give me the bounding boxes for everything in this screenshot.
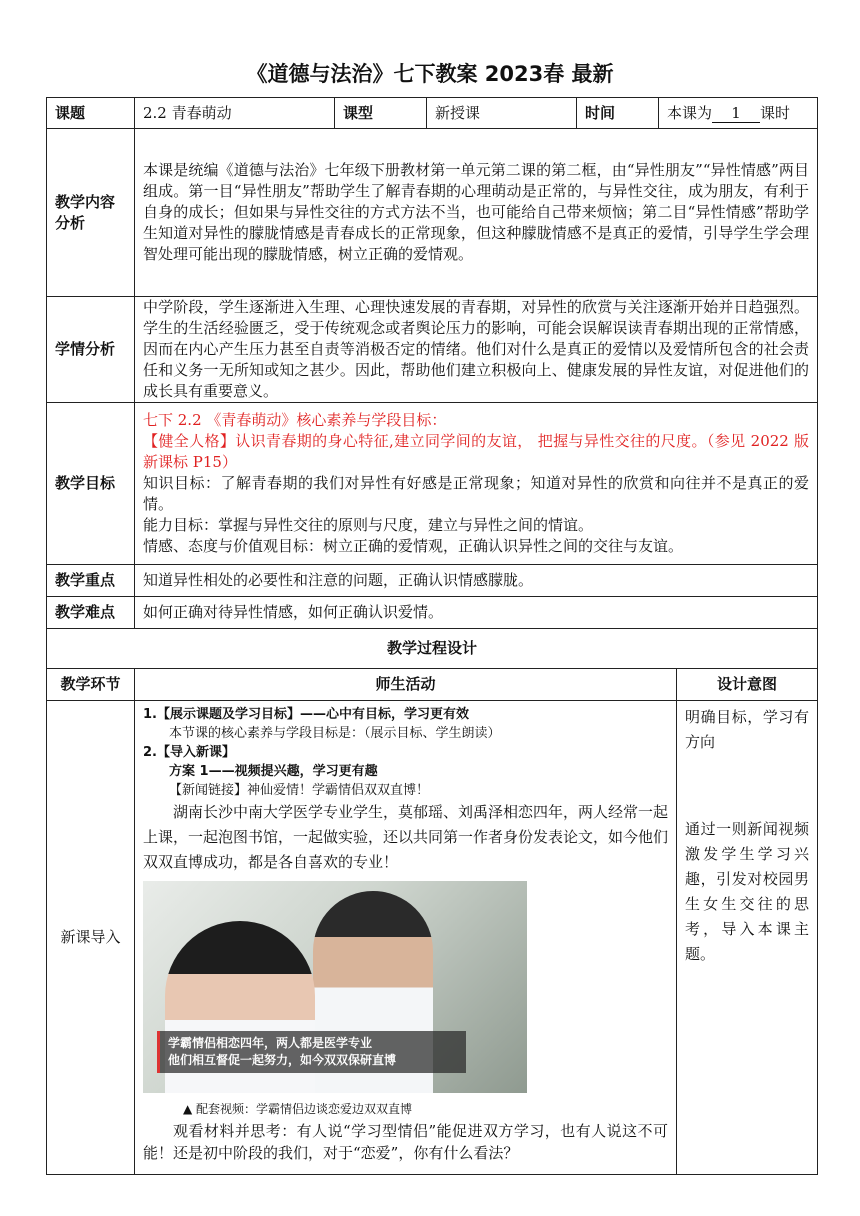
process-col-intent: 设计意图 bbox=[677, 669, 818, 701]
content-analysis-label: 教学内容分析 bbox=[47, 129, 135, 297]
topic-value: 2.2 青春萌动 bbox=[135, 98, 335, 129]
student-analysis-label: 学情分析 bbox=[47, 297, 135, 403]
intent-cell bbox=[677, 701, 818, 1175]
plan-heading: 方案 1——视频提兴趣，学习更有趣 bbox=[169, 764, 378, 779]
ability-objective: 能力目标：掌握与异性交往的原则与尺度，建立与异性之间的情谊。 bbox=[143, 516, 594, 534]
step1-sub: 本节课的核心素养与学段目标是：（展示目标、学生朗读） bbox=[169, 726, 501, 741]
objectives-label: 教学目标 bbox=[47, 403, 135, 565]
intent-2: 通过一则新闻视频激发学生学习兴趣，引发对校园男生女生交往的思考，导入本课主题。 bbox=[685, 820, 810, 963]
lesson-plan-table bbox=[46, 97, 818, 1175]
type-value: 新授课 bbox=[427, 98, 577, 129]
difficulty-label: 教学难点 bbox=[47, 597, 135, 629]
process-section-title: 教学过程设计 bbox=[47, 629, 818, 669]
objectives-cell bbox=[135, 403, 818, 565]
topic-label: 课题 bbox=[47, 98, 135, 129]
knowledge-objective: 知识目标：了解青春期的我们对异性有好感是正常现象；知道对异性的欣赏和向往并不是真正的爱情。 bbox=[143, 474, 810, 513]
key-point-text: 知道异性相处的必要性和注意的问题，正确认识情感朦胧。 bbox=[135, 565, 818, 597]
news-link: 【新闻链接】神仙爱情！学霸情侣双双直博！ bbox=[169, 783, 430, 798]
video-caption: ▲ 配套视频：学霸情侣边谈恋爱边双双直博 bbox=[183, 1102, 413, 1116]
type-label: 课型 bbox=[335, 98, 427, 129]
intent-1: 明确目标，学习有方向 bbox=[685, 708, 810, 751]
page-title: 《道德与法治》七下教案 2023春 最新 bbox=[246, 62, 614, 86]
student-analysis-text: 中学阶段，学生逐渐进入生理、心理快速发展的青春期，对异性的欣赏与关注逐渐开始并日趋强烈。学生的生活经验匮乏，受于传统观念或者舆论压力的影响，可能会误解误读青春期出现的正常情感，因而在内心产生压力甚至自责等消极否定的情绪。他们对什么是真正的爱情以及爱情所包含的社会责任和义务一无所知或知之甚少。因此，帮助他们建立积极向上、健康发展的异性友谊，对促进他们的成长具有重要意义。 bbox=[135, 297, 818, 403]
objectives-standard-text: 【健全人格】认识青春期的身心特征,建立同学间的友谊， 把握与异性交往的尺度。（参见 2022 版 新课标 P15） bbox=[143, 432, 810, 471]
objectives-standard-title: 七下 2.2 《青春萌动》核心素养与学段目标： bbox=[143, 411, 447, 429]
time-suffix: 课时 bbox=[760, 103, 791, 122]
step1-heading: 1.【展示课题及学习目标】——心中有目标，学习更有效 bbox=[143, 707, 469, 722]
time-value: 1 bbox=[712, 105, 760, 123]
photo-subtitle-line2: 他们相互督促一起努力，如今双双保研直博 bbox=[168, 1053, 397, 1067]
news-photo bbox=[143, 881, 527, 1093]
process-col-activity: 师生活动 bbox=[135, 669, 677, 701]
content-analysis-text: 本课是统编《道德与法治》七年级下册教材第一单元第二课的第二框，由“异性朋友”“异性情感”两目组成。第一目“异性朋友”帮助学生了解青春期的心理萌动是正常的，与异性交往，成为朋友，有利于自身的成长；但如果与异性交往的方式方法不当，也可能给自己带来烦恼；第二目“异性情感”帮助学生知道对异性的朦胧情感是青春成长的正常现象，但这种朦胧情感不是真正的爱情，引导学生学会理智处理可能出现的朦胧情感，树立正确的爱情观。 bbox=[135, 129, 818, 297]
activity-cell bbox=[135, 701, 677, 1175]
key-point-label: 教学重点 bbox=[47, 565, 135, 597]
news-text: 湖南长沙中南大学医学专业学生，莫郁瑶、刘禹泽相恋四年，两人经常一起上课，一起泡图书馆，一起做实验，还以共同第一作者身份发表论文，如今他们双双直博成功，都是各自喜欢的专业！ bbox=[143, 803, 669, 871]
photo-subtitle-line1: 学霸情侣相恋四年，两人都是医学专业 bbox=[168, 1036, 373, 1050]
difficulty-text: 如何正确对待异性情感，如何正确认识爱情。 bbox=[135, 597, 818, 629]
stage-label: 新课导入 bbox=[47, 701, 135, 1175]
time-prefix: 本课为 bbox=[667, 103, 713, 122]
photo-subtitle bbox=[157, 1031, 466, 1073]
emotion-objective: 情感、态度与价值观目标：树立正确的爱情观，正确认识异性之间的交往与友谊。 bbox=[143, 537, 684, 555]
time-label: 时间 bbox=[577, 98, 659, 129]
discussion-question: 观看材料并思考：有人说“学习型情侣”能促进双方学习，也有人说这不可能！还是初中阶段的我们，对于“恋爱”，你有什么看法？ bbox=[143, 1122, 669, 1162]
process-col-stage: 教学环节 bbox=[47, 669, 135, 701]
step2-heading: 2.【导入新课】 bbox=[143, 745, 235, 760]
time-value-cell bbox=[659, 98, 818, 129]
